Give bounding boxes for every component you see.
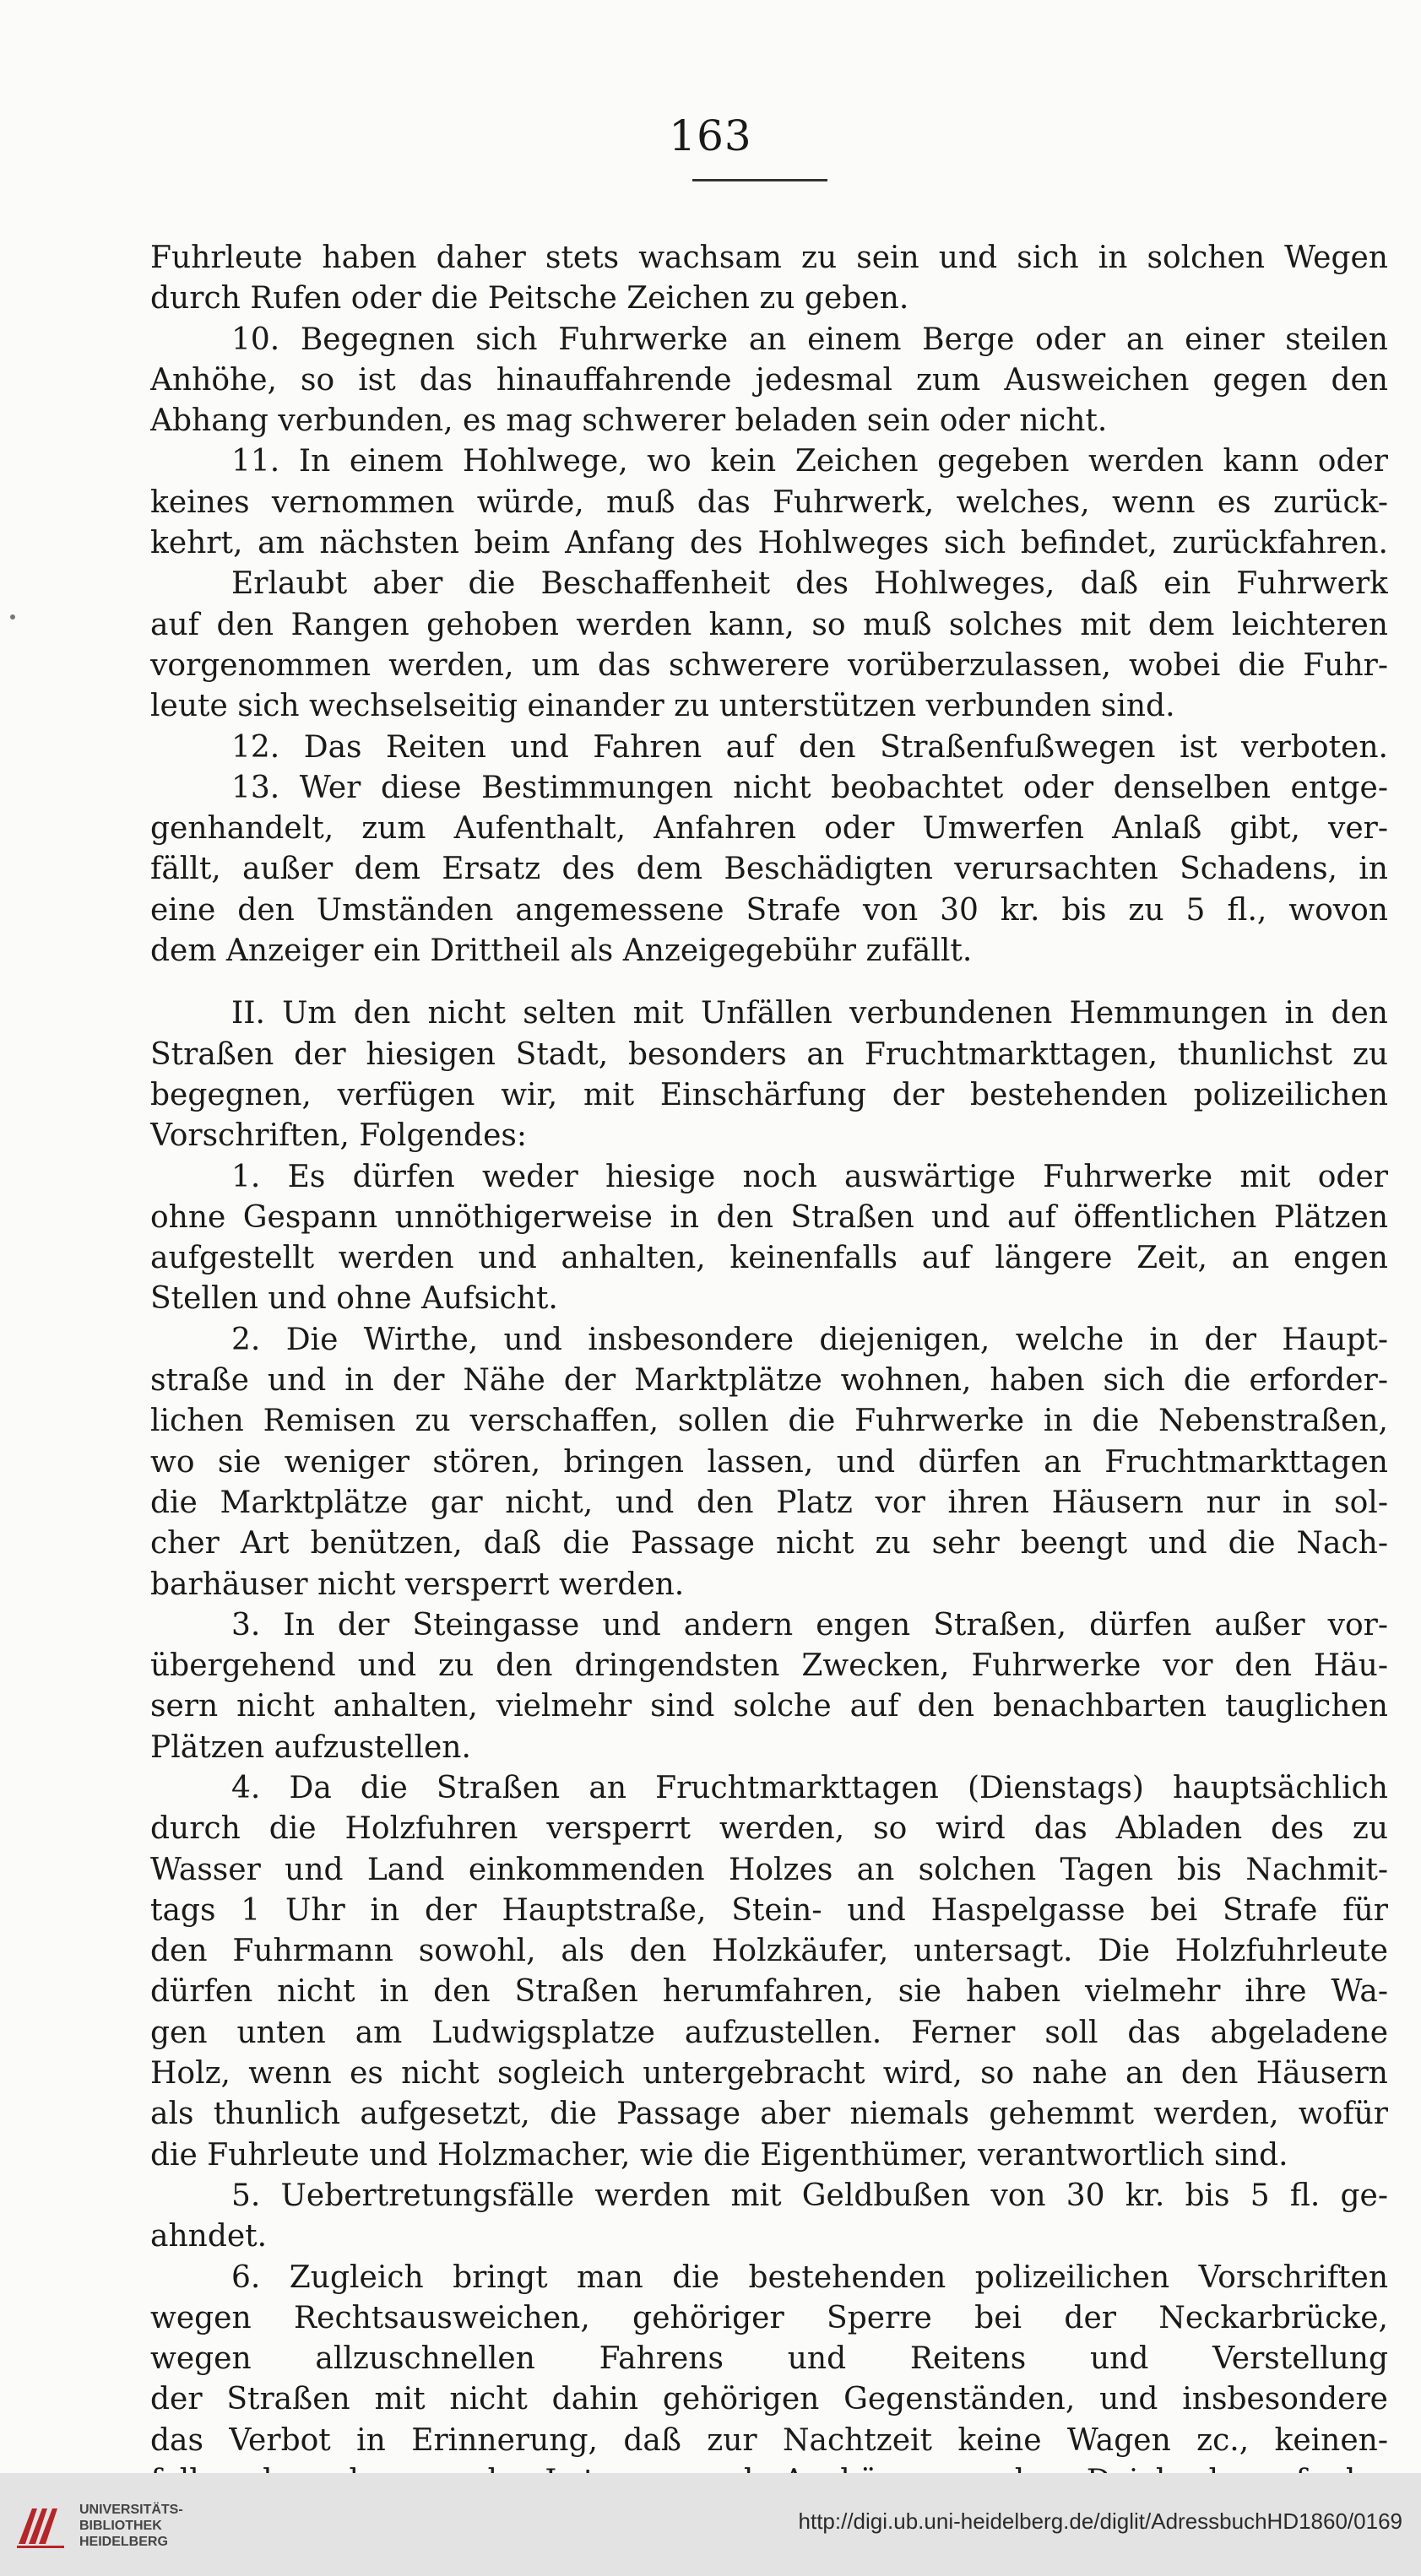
text-line: kehrt, am nächsten beim Anfang des Hohlweges sich befindet, zurückfahren. [150,526,1388,561]
text-line: als thunlich aufgesetzt, die Passage aber niemals gehemmt werden, wofür [150,2097,1388,2132]
text-line: Plätzen aufzustellen. [150,1729,471,1765]
text-line: Erlaubt aber die Beschaffenheit des Hohlweges, daß ein Fuhrwerk [231,566,1388,602]
text-line: 3. In der Steingasse und andern engen Straßen, dürfen außer vor- [231,1607,1388,1642]
text-line: wegen Rechtsausweichen, gehöriger Sperre bei der Neckarbrücke, [150,2300,1388,2335]
text-line: übergehend und zu den dringendsten Zwecken, Fuhrwerke vor den Häu- [150,1648,1388,1684]
text-line: Wasser und Land einkommenden Holzes an solchen Tagen bis Nachmit- [150,1852,1388,1887]
text-line: barhäuser nicht versperrt werden. [150,1567,685,1602]
text-line: 10. Begegnen sich Fuhrwerke an einem Berge oder an einer steilen [231,322,1388,357]
text-line: cher Art benützen, daß die Passage nicht zu sehr beengt und die Nach- [150,1526,1388,1561]
logo-line: UNIVERSITÄTS- [79,2503,183,2517]
section-gap [150,971,1388,993]
text-line: dürfen nicht in den Straßen herumfahren, sie haben vielmehr ihre Wa- [150,1974,1388,2010]
page-number-rule [692,179,827,181]
text-line: gen unten am Ludwigsplatze aufzustellen. Ferner soll das abgeladene [150,2015,1388,2050]
text-line: sern nicht anhalten, vielmehr sind solche auf den benachbarten tauglichen [150,1689,1388,1724]
text-line: der Straßen mit nicht dahin gehörigen Gegenständen, und insbesondere [150,2382,1388,2417]
text-line: 2. Die Wirthe, und insbesondere diejenigen, welche in der Haupt- [231,1322,1388,1357]
page-number: 163 [669,111,752,160]
text-line: 6. Zugleich bringt man die bestehenden polizeilichen Vorschriften [231,2259,1388,2295]
text-line: die Fuhrleute und Holzmacher, wie die Eigenthümer, verantwortlich sind. [150,2137,1288,2173]
text-line: tags 1 Uhr in der Hauptstraße, Stein- und Haspelgasse bei Strafe für [150,1892,1388,1928]
text-line: II. Um den nicht selten mit Unfällen verbundenen Hemmungen in den [231,996,1388,1031]
text-line: begegnen, verfügen wir, mit Einschärfung der bestehenden polizeilichen [150,1077,1388,1112]
text-line: 13. Wer diese Bestimmungen nicht beobachtet oder denselben entge- [231,770,1388,805]
logo-line: HEIDELBERG [79,2535,168,2549]
text-line: keines vernommen würde, muß das Fuhrwerk, welches, wenn es zurück- [150,484,1388,520]
university-library-logo-icon [15,2502,68,2549]
text-line: Stellen und ohne Aufsicht. [150,1281,558,1317]
text-line: dem Anzeiger ein Drittheil als Anzeigegebühr zufällt. [150,934,973,969]
text-line: wegen allzuschnellen Fahrens und Reitens und Verstellung [150,2341,1388,2377]
text-line: Holz, wenn es nicht sogleich untergebracht wird, so nahe an den Häusern [150,2056,1388,2092]
text-line: den Fuhrmann sowohl, als den Holzkäufer, untersagt. Die Holzfuhrleute [150,1934,1388,1969]
text-line: genhandelt, zum Aufenthalt, Anfahren oder Umwerfen Anlaß gibt, ver- [150,811,1388,847]
text-line: 4. Da die Straßen an Fruchtmarkttagen (Dienstags) hauptsächlich [231,1770,1388,1805]
logo-line: BIBLIOTHEK [79,2519,162,2533]
text-line: wo sie weniger stören, bringen lassen, und dürfen an Fruchtmarkttagen [150,1444,1388,1480]
text-line: Fuhrleute haben daher stets wachsam zu sein und sich in solchen Wegen [150,241,1388,275]
text-line: durch die Holzfuhren versperrt werden, so wird das Abladen des zu [150,1811,1388,1847]
source-url-link[interactable]: http://digi.ub.uni-heidelberg.de/diglit/AdressbuchHD1860/0169 [798,2508,1402,2534]
text-line: leute sich wechselseitig einander zu unterstützen verbunden sind. [150,689,1175,724]
text-line: Vorschriften, Folgendes: [150,1118,527,1154]
text-line: lichen Remisen zu verschaffen, sollen die Fuhrwerke in die Nebenstraßen, [150,1404,1388,1439]
text-line: eine den Umständen angemessene Strafe von 30 kr. bis zu 5 fl., wovon [150,892,1388,928]
text-line: Anhöhe, so ist das hinauffahrende jedesmal zum Ausweichen gegen den [150,362,1388,398]
library-footer [0,2473,1421,2576]
text-line: fällt, außer dem Ersatz des dem Beschädigten verursachten Schadens, in [150,852,1388,887]
text-line: Straßen der hiesigen Stadt, besonders an Fruchtmarkttagen, thunlichst zu [150,1036,1388,1072]
text-line: Abhang verbunden, es mag schwerer beladen sein oder nicht. [150,403,1108,439]
text-line: vorgenommen werden, um das schwerere vorüberzulassen, wobei die Fuhr- [150,647,1388,683]
library-logo-text [79,2502,183,2550]
body-text [150,238,1388,2502]
text-line: straße und in der Nähe der Marktplätze wohnen, haben sich die erforder- [150,1363,1388,1399]
text-line: aufgestellt werden und anhalten, keinenfalls auf längere Zeit, an engen [150,1241,1388,1276]
text-line: 1. Es dürfen weder hiesige noch auswärtige Fuhrwerke mit oder [231,1159,1388,1194]
text-line: die Marktplätze gar nicht, und den Platz vor ihren Häusern nur in sol- [150,1485,1388,1520]
text-line: 5. Uebertretungsfälle werden mit Geldbußen von 30 kr. bis 5 fl. ge- [231,2178,1388,2213]
text-line: das Verbot in Erinnerung, daß zur Nachtzeit keine Wagen zc., keinen- [150,2422,1388,2458]
text-line: ahndet. [150,2219,268,2254]
text-line: durch Rufen oder die Peitsche Zeichen zu geben. [150,281,909,317]
text-line: auf den Rangen gehoben werden kann, so muß solches mit dem leichteren [150,607,1388,642]
margin-speck [10,614,15,620]
text-line: 11. In einem Hohlwege, wo kein Zeichen gegeben werden kann oder [231,444,1388,479]
text-line: ohne Gespann unnöthigerweise in den Straßen und auf öffentlichen Plätzen [150,1199,1388,1235]
text-line: 12. Das Reiten und Fahren auf den Straßenfußwegen ist verboten. [231,729,1388,765]
